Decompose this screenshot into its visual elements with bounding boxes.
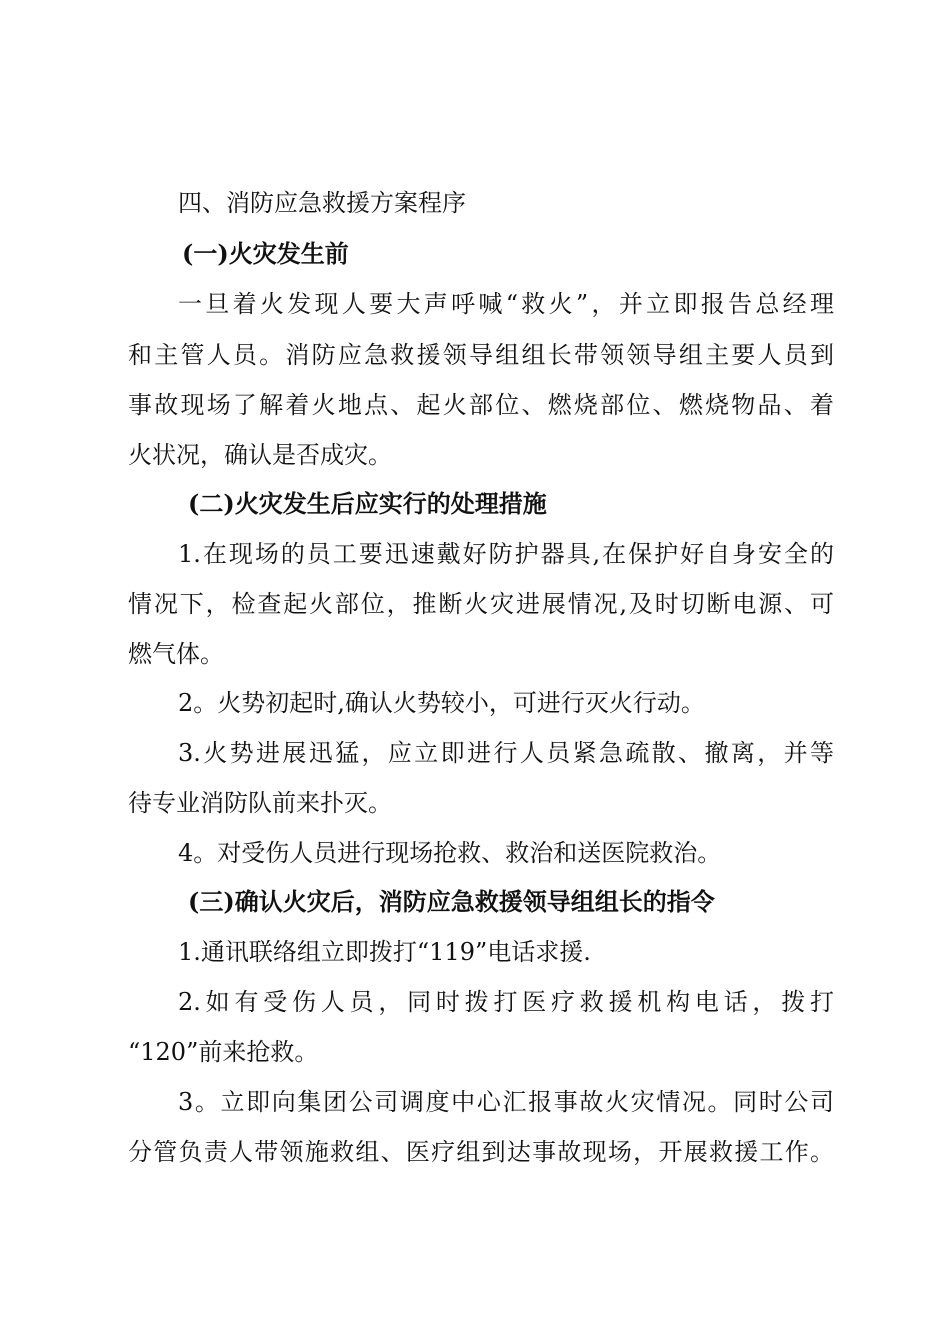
paragraph-line: 3.火势进展迅猛，应立即进行人员紧急疏散、撤离，并等: [178, 739, 834, 767]
paragraph-line: 一旦着火发现人要大声呼喊“救火”，并立即报告总经理: [178, 290, 834, 318]
paragraph-line: 1.通讯联络组立即拨打“119”电话求援.: [178, 938, 591, 966]
paragraph-line: 燃气体。: [128, 640, 224, 668]
paragraph-line: 4。对受伤人员进行现场抢救、救治和送医院救治。: [178, 839, 722, 867]
paragraph-line: 分管负责人带领施救组、医疗组到达事故现场，开展救援工作。: [128, 1138, 834, 1166]
paragraph-line: 待专业消防队前来扑灭。: [128, 789, 392, 817]
paragraph-line: 情况下，检查起火部位，推断火灾进展情况,及时切断电源、可: [128, 590, 834, 618]
paragraph-line: 2.如有受伤人员，同时拨打医疗救援机构电话，拨打: [178, 988, 834, 1016]
section-title: 四、消防应急救援方案程序: [178, 189, 466, 217]
paragraph-line: 1.在现场的员工要迅速戴好防护器具,在保护好自身安全的: [178, 540, 834, 568]
paragraph-line: 火状况，确认是否成灾。: [128, 441, 392, 469]
paragraph-line: 事故现场了解着火地点、起火部位、燃烧部位、燃烧物品、着: [128, 391, 834, 419]
paragraph-line: 3。立即向集团公司调度中心汇报事故火灾情况。同时公司: [178, 1088, 834, 1116]
paragraph-line: “120”前来抢救。: [128, 1038, 319, 1066]
subsection-heading-1: (一)火灾发生前: [182, 239, 349, 268]
subsection-heading-3: (三)确认火灾后，消防应急救援领导组组长的指令: [188, 887, 715, 916]
paragraph-line: 和主管人员。消防应急救援领导组组长带领领导组主要人员到: [128, 341, 834, 369]
subsection-heading-2: (二)火灾发生后应实行的处理措施: [188, 489, 547, 518]
paragraph-line: 2。火势初起时,确认火势较小，可进行灭火行动。: [178, 689, 705, 717]
